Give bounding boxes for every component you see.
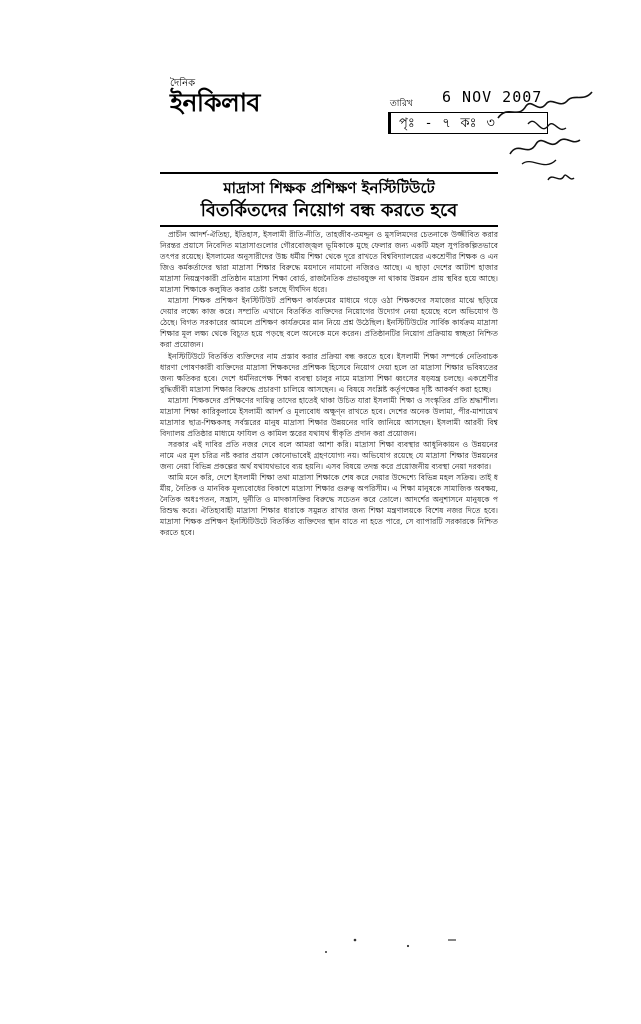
masthead-daily-label: দৈনিক: [170, 78, 196, 89]
article-paragraph: সরকার এই দাবির প্রতি নজর দেবে বলে আমরা আশা করি। মাদ্রাসা শিক্ষা ব্যবস্থার আধুনিকায়ন ও উন্নয়নের নামে এর মূল চরিত্র নষ্ট করার প্রয়াস কোনোভাবেই গ্রহণযোগ্য নয়। অভিযোগ রয়েছে যে মাদ্রাসা শিক্ষার উন্নয়নের জন্য নেয়া বিভিন্ন প্রকল্পের অর্থ যথাযথভাবে ব্যয় হয়নি। এসব বিষয়ে তদন্ত করে প্রয়োজনীয় ব্যবস্থা নেয়া দরকার।: [160, 439, 498, 471]
scan-speck: [325, 951, 327, 953]
stamp-date: 6 NOV 2007: [442, 88, 543, 106]
stamp-page-box: পৃঃ - ৭ কঃ ৩: [388, 112, 548, 134]
article-paragraph: ইনস্টিটিউটে বিতর্কিত ব্যক্তিদের নাম প্রস্তাব করার প্রক্রিয়া বন্ধ করতে হবে। ইসলামী শিক্ষা সম্পর্কে নেতিবাচক ধারণা পোষণকারী ব্যক্তিদের মাদ্রাসা শিক্ষকদের প্রশিক্ষক হিসেবে নিয়োগ দেয়া হলে তা মাদ্রাসা শিক্ষার ভবিষ্যতের জন্য ক্ষতিকর হবে। দেশে ধর্মনিরপেক্ষ শিক্ষা ব্যবস্থা চালুর নামে মাদ্রাসা শিক্ষা ধ্বংসের ষড়যন্ত্র চলছে। একশ্রেণীর বুদ্ধিজীবী মাদ্রাসা শিক্ষার বিরুদ্ধে প্রচারণা চালিয়ে আসছেন। এ বিষয়ে সংশ্লিষ্ট কর্তৃপক্ষের দৃষ্টি আকর্ষণ করা হচ্ছে।: [160, 351, 498, 394]
headline-line-2: বিতর্কিতদের নিয়োগ বন্ধ করতে হবে: [200, 200, 458, 221]
masthead-name: ইনকিলাব: [170, 88, 260, 117]
editorial-article: [160, 172, 498, 538]
article-paragraph: মাদ্রাসা শিক্ষক প্রশিক্ষণ ইনস্টিটিউট প্রশিক্ষণ কার্যক্রমের মাধ্যমে গড়ে ওঠা শিক্ষকদের সমাজের মাঝে ছড়িয়ে দেয়ার লক্ষ্যে কাজ করে। সম্প্রতি এখানে বিতর্কিত ব্যক্তিদের নিয়োগের উদ্যোগ নেয়া হয়েছে বলে অভিযোগ উঠেছে। বিগত সরকারের আমলে প্রশিক্ষণ কার্যক্রমের মান নিয়ে প্রশ্ন উঠেছিল। ইনস্টিটিউটের সার্বিক কার্যক্রম মাদ্রাসা শিক্ষার মূল লক্ষ্য থেকে বিচ্যুত হয়ে পড়ছে বলে অনেকে মনে করেন। প্রতিষ্ঠানটির নিয়োগ প্রক্রিয়ায় স্বচ্ছতা নিশ্চিত করা প্রয়োজন।: [160, 296, 498, 350]
stamp-date-label: তারিখ: [390, 99, 413, 109]
headline-rule: [160, 225, 498, 227]
article-paragraph: প্রাচীন আদর্শ-ঐতিহ্য, ইতিহাস, ইসলামী রীতি-নীতি, তাহজীব-তমদ্দুন ও মুসলিমদের চেতনাকে উজ্জীবিত করার নিরন্তর প্রয়াসে নিবেদিত মাদ্রাসাগুলোর গৌরবোজ্জ্বল ভূমিকাকে মুছে ফেলার জন্য একটি মহল সুপরিকল্পিতভাবে তৎপর রয়েছে। ইসলামের অনুসারীদের উচ্চ ধর্মীয় শিক্ষা থেকে দূরে রাখতে বিশ্ববিদ্যালয়ের একশ্রেণীর শিক্ষক ও এনজিও কর্মকর্তাদের দ্বারা মাদ্রাসা শিক্ষার বিরুদ্ধে ময়দানে নামানো নজিরও আছে। এ ছাড়া দেশের আটাশ হাজার মাদ্রাসা নিয়ন্ত্রণকারী প্রতিষ্ঠান মাদ্রাসা শিক্ষা বোর্ড, রাজনৈতিক প্রভাবযুক্ত না থাকায় উন্নয়ন প্রায় স্থবির হয়ে আছে। মাদ্রাসা শিক্ষাকে কলুষিত করার চেষ্টা চলছে দীর্ঘদিন ধরে।: [160, 230, 498, 295]
headline-line-1: মাদ্রাসা শিক্ষক প্রশিক্ষণ ইনস্টিটিউটে: [223, 179, 435, 197]
scan-speck: [354, 939, 357, 942]
scan-speck: [407, 945, 409, 947]
article-body: [160, 229, 498, 538]
newspaper-masthead: [170, 78, 290, 117]
article-paragraph: মাদ্রাসা শিক্ষকদের প্রশিক্ষণের দায়িত্ব তাদের হাতেই থাকা উচিত যারা ইসলামী শিক্ষা ও সংস্কৃতির প্রতি শ্রদ্ধাশীল। মাদ্রাসা শিক্ষা কারিকুলামে ইসলামী আদর্শ ও মূল্যবোধ অক্ষুণ্ন রাখতে হবে। দেশের অনেক উলামা, পীর-মাশায়েখ মাদ্রাসার ছাত্র-শিক্ষকসহ সর্বস্তরের মানুষ মাদ্রাসা শিক্ষার উন্নয়নের দাবি জানিয়ে আসছেন। ইসলামী আরবী বিশ্ববিদ্যালয় প্রতিষ্ঠার মাধ্যমে ফাযিল ও কামিল স্তরের যথাযথ স্বীকৃতি প্রদান করা প্রয়োজন।: [160, 395, 498, 438]
article-paragraph: আমি মনে করি, দেশে ইসলামী শিক্ষা তথা মাদ্রাসা শিক্ষাকে শেষ করে দেয়ার উদ্দেশ্যে বিভিন্ন মহল সক্রিয়। তাই ধর্মীয়, নৈতিক ও মানবিক মূল্যবোধের বিকাশে মাদ্রাসা শিক্ষার গুরুত্ব অপরিসীম। এ শিক্ষা মানুষকে সামাজিক অবক্ষয়, নৈতিক অধঃপতন, সন্ত্রাস, দুর্নীতি ও মাদকাসক্তির বিরুদ্ধে সচেতন করে তোলে। আদর্শের অনুশাসনে মানুষকে পরিশুদ্ধ করে। ঐতিহ্যবাহী মাদ্রাসা শিক্ষার ধারাকে সমুন্নত রাখার জন্য শিক্ষা মন্ত্রণালয়কে বিশেষ নজর দিতে হবে। মাদ্রাসা শিক্ষক প্রশিক্ষণ ইনস্টিটিউটে বিতর্কিত ব্যক্তিদের স্থান যাতে না হতে পারে, সে ব্যাপারটি সরকারকে নিশ্চিত করতে হবে।: [160, 473, 498, 538]
handwritten-signature: [488, 84, 598, 196]
